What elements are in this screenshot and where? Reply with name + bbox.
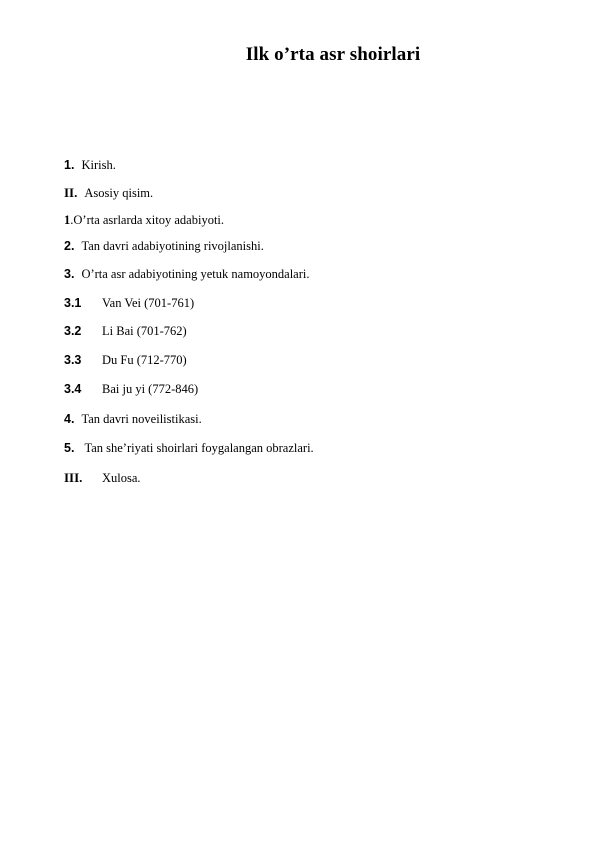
toc-item-number: 3.3 [64, 353, 82, 367]
toc-item-tang-novels [64, 411, 202, 427]
toc-item-wang-wei [64, 295, 194, 311]
toc-item-number: 1 [64, 213, 71, 227]
toc-item-number: 3.1 [64, 296, 82, 310]
toc-item-li-bai [64, 323, 187, 339]
toc-item-bai-juyi [64, 381, 198, 397]
toc-item-text: Bai ju yi (772-846) [102, 382, 199, 396]
toc-item-number: 3.2 [64, 324, 82, 338]
toc-item-text: Kirish. [81, 158, 116, 172]
toc-item-conclusion [64, 470, 141, 486]
toc-item-text: Tan davri noveilistikasi. [81, 412, 202, 426]
toc-item-text: .O’rta asrlarda xitoy adabiyoti. [70, 213, 225, 227]
toc-item-main-part [64, 185, 153, 201]
toc-item-text: Tan she’riyati shoirlari foygalangan obrazlari. [84, 441, 314, 455]
toc-item-text: Tan davri adabiyotining rivojlanishi. [81, 239, 264, 253]
toc-item-number: 2. [64, 239, 75, 253]
toc-item-medieval-literature [64, 212, 224, 228]
toc-item-tang-images [64, 440, 314, 456]
toc-item-du-fu [64, 352, 187, 368]
toc-item-text: Xulosa. [102, 471, 141, 485]
toc-item-introduction [64, 157, 116, 173]
toc-item-text: Li Bai (701-762) [102, 324, 187, 338]
toc-item-tang-development [64, 238, 264, 254]
toc-item-text: O’rta asr adabiyotining yetuk namoyondalari. [81, 267, 310, 281]
toc-item-text: Du Fu (712-770) [102, 353, 187, 367]
toc-item-text: Van Vei (701-761) [102, 296, 195, 310]
toc-item-number: II. [64, 185, 78, 200]
toc-item-text: Asosiy qisim. [84, 186, 154, 200]
toc-item-number: 4. [64, 412, 75, 426]
toc-item-number: 5. [64, 441, 75, 455]
toc-item-number: 3. [64, 267, 75, 281]
toc-item-prominent-figures [64, 266, 310, 282]
page-title: Ilk o’rta asr shoirlari [245, 44, 421, 65]
toc-item-number: 1. [64, 158, 75, 172]
toc-item-number: III. [64, 470, 83, 485]
toc-item-number: 3.4 [64, 382, 82, 396]
